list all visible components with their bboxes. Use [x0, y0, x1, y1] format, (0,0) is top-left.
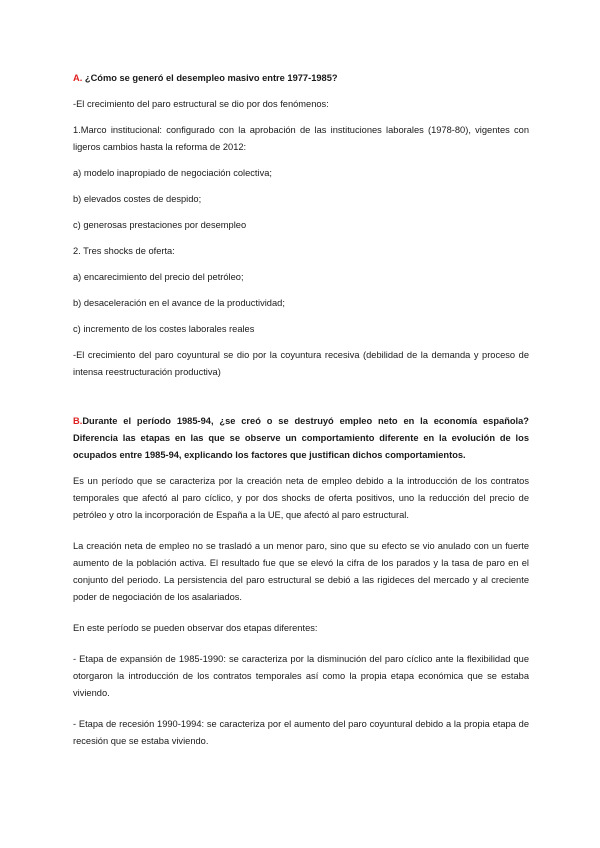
list-item: a) modelo inapropiado de negociación colectiva; [73, 168, 272, 178]
answer-paragraph: En este período se pueden observar dos etapas diferentes: [73, 623, 318, 633]
answer-paragraph: Es un período que se caracteriza por la creación neta de empleo debido a la introducción de los contratos temporales que afectó al paro cíclico, y por dos shocks de oferta positivos, uno la reducción del precio de petróleo y otro la incorporación de España a la UE, que afectó al paro estructural. [73, 476, 529, 520]
list-item: b) desaceleración en el avance de la productividad; [73, 298, 285, 308]
question-b-heading [73, 413, 529, 464]
document-content [73, 70, 529, 750]
list-item: b) elevados costes de despido; [73, 194, 202, 204]
structural-intro: -El crecimiento del paro estructural se dio por dos fenómenos: [73, 99, 329, 109]
list-item: a) encarecimiento del precio del petróleo; [73, 272, 244, 282]
answer-paragraph: La creación neta de empleo no se trasladó a un menor paro, sino que su efecto se vio anulado con un fuerte aumento de la población activa. El resultado fue que se elevó la cifra de los parados y la tasa de paro en el conjunto del periodo. La persistencia del paro estructural se debió a las rigideces del mercado y al creciente poder de negociación de los asalariados. [73, 541, 529, 602]
supply-shocks-heading: 2. Tres shocks de oferta: [73, 246, 175, 256]
cyclical-unemployment: -El crecimiento del paro coyuntural se dio por la coyuntura recesiva (debilidad de la demanda y proceso de intensa reestructuración productiva) [73, 350, 529, 377]
stage-expansion: - Etapa de expansión de 1985-1990: se caracteriza por la disminución del paro cíclico ante la flexibilidad que otorgaron la introducción de los contratos temporales así como la propia etapa económica que se estaba viviendo. [73, 654, 529, 698]
question-a-letter: A. [73, 73, 83, 83]
question-b-text: Durante el período 1985-94, ¿se creó o se destruyó empleo neto en la economía española? Diferencia las etapas en las que se observe un comportamiento diferente en la evolución de los ocupados entre 1985-94, explicando los factores que justifican dichos comportamientos. [73, 416, 529, 460]
list-item: c) generosas prestaciones por desempleo [73, 220, 247, 230]
question-a-heading [73, 70, 529, 87]
question-b-letter: B. [73, 416, 83, 426]
question-a-text: ¿Cómo se generó el desempleo masivo entre 1977-1985? [82, 73, 338, 83]
stage-recession: - Etapa de recesión 1990-1994: se caracteriza por el aumento del paro coyuntural debido a la propia etapa de recesión que se estaba viviendo. [73, 719, 529, 746]
institutional-framework: 1.Marco institucional: configurado con la aprobación de las instituciones laborales (1978-80), vigentes con ligeros cambios hasta la reforma de 2012: [73, 125, 529, 152]
list-item: c) incremento de los costes laborales reales [73, 324, 255, 334]
